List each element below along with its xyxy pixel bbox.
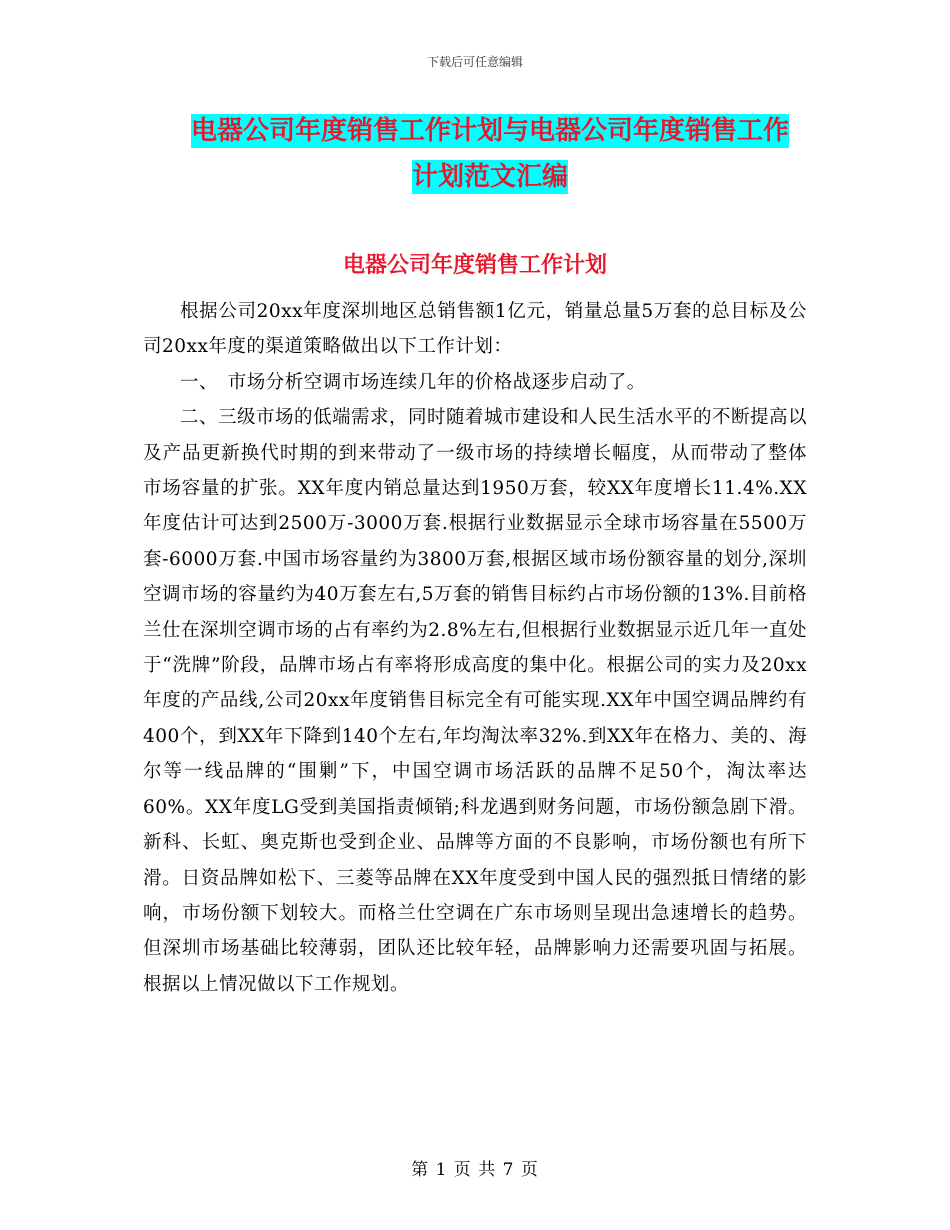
section-heading: 电器公司年度销售工作计划 — [342, 253, 607, 278]
page-footer: 第 1 页 共 7 页 — [411, 1160, 539, 1180]
paragraph-intro: 根据公司20xx年度深圳地区总销售额1亿元，销量总量5万套的总目标及公司20xx年度的渠道策略做出以下工作计划： — [143, 301, 807, 358]
paragraph-market-analysis: 一、 市场分析空调市场连续几年的价格战逐步启动了。 — [180, 371, 646, 393]
document-title-line2: 计划范文汇编 — [411, 162, 568, 192]
page-header-note: 下载后可任意编辑 — [426, 55, 523, 69]
document-title-line1: 电器公司年度销售工作计划与电器公司年度销售工作 — [190, 116, 789, 146]
body-text — [143, 294, 807, 1002]
document-title — [140, 108, 840, 200]
paragraph-market-detail: 二、三级市场的低端需求，同时随着城市建设和人民生活水平的不断提高以及产品更新换代时期的到来带动了一级市场的持续增长幅度，从而带动了整体市场容量的扩张。XX年度内销总量达到1950万套，较XX年度增长11.4%.XX年度估计可达到2500万-3000万套.根据行业数据显示全球市场容量在5500万套-6000万套.中国市场容量约为3800万套,根据区域市场份额容量的划分,深圳空调市场的容量约为40万套左右,5万套的销售目标约占市场份额的13%.目前格兰仕在深圳空调市场的占有率约为2.8%左右,但根据行业数据显示近几年一直处于“洗牌”阶段，品牌市场占有率将形成高度的集中化。根据公司的实力及20xx年度的产品线,公司20xx年度销售目标完全有可能实现.XX年中国空调品牌约有400个，到XX年下降到140个左右,年均淘汰率32%.到XX年在格力、美的、海尔等一线品牌的“围剿”下，中国空调市场活跃的品牌不足50个，淘汰率达60%。XX年度LG受到美国指责倾销;科龙遇到财务问题，市场份额急剧下滑。新科、长虹、奥克斯也受到企业、品牌等方面的不良影响，市场份额也有所下滑。日资品牌如松下、三菱等品牌在XX年度受到中国人民的强烈抵日情绪的影响，市场份额下划较大。而格兰仕空调在广东市场则呈现出急速增长的趋势。但深圳市场基础比较薄弱，团队还比较年轻，品牌影响力还需要巩固与拓展。根据以上情况做以下工作规划。 — [143, 407, 808, 995]
